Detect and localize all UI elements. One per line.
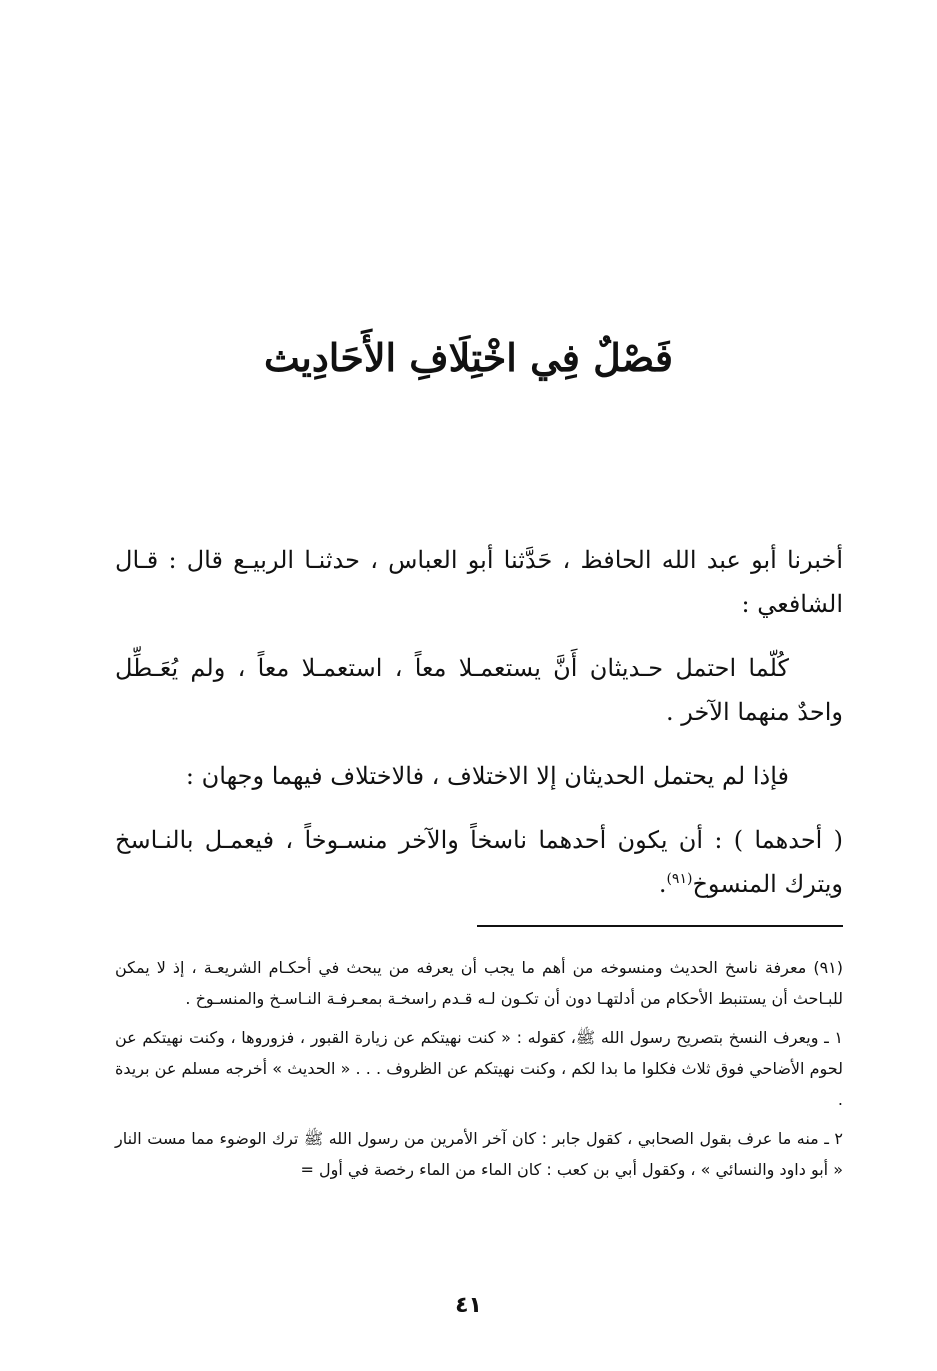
paragraph-first-aspect bbox=[115, 818, 843, 906]
footnotes-section bbox=[115, 952, 843, 1193]
chapter-title: فَصْلٌ فِي اخْتِلَافِ الأَحَادِيث bbox=[263, 335, 674, 380]
footnote-point-1: ١ ـ ويعرف النسخ بتصريح رسول الله ﷺ، كقوله : « كنت نهيتكم عن زيارة القبور ، فزوروها ، وكنت نهيتكم عن لحوم الأضاحي فوق ثلاث فكلوا ما بدا لكم ، وكنت نهيتكم عن الظروف . . . « الحديث » أخرجه مسلم عن بريدة . bbox=[115, 1028, 843, 1109]
paragraph-end-mark: . bbox=[658, 870, 667, 898]
main-text bbox=[115, 538, 843, 926]
first-aspect-text: ( أحدهما ) : أن يكون أحدهما ناسخاً والآخر منسـوخاً ، فيعمـل بالنـاسخ ويترك المنسوخ bbox=[115, 826, 843, 898]
footnote-91: (٩١) معرفة ناسخ الحديث ومنسوخه من أهم ما يجب أن يعرفه من يبحث في أحكـام الشريعـة ، إذ لا يمكن للبـاحث أن يستنبط الأحكام من أدلتهـا دون أن تكـون لـه قـدم راسخـة بمعـرفـة النـاسـخ والمنسـوخ . bbox=[115, 958, 843, 1008]
paragraph-conflict: فإذا لم يحتمل الحديثان إلا الاختلاف ، فالاختلاف فيهما وجهان : bbox=[185, 762, 789, 790]
page-number: ٤١ bbox=[455, 1293, 482, 1318]
paragraph-rule: كُلّما احتمل حـديثان أَنَّ يستعمـلا معاً ، استعمـلا معاً ، ولم يُعَـطِّل واحدٌ منهما الآخر . bbox=[115, 654, 843, 726]
footnote-divider bbox=[477, 925, 843, 927]
paragraph-isnad: أخبرنا أبو عبد الله الحافظ ، حَدَّثنا أبو العباس ، حدثنـا الربيـع قال : قـال الشافعي : bbox=[115, 546, 843, 618]
footnote-point-2: ٢ ـ منه ما عرف بقول الصحابي ، كقول جابر : كان آخر الأمرين من رسول الله ﷺ ترك الوضوء مما مست النار « أبو داود والنسائي » ، وكقول أبي بن كعب : كان الماء من الماء رخصة في أول = bbox=[115, 1129, 843, 1179]
footnote-reference[interactable]: (٩١) bbox=[666, 871, 693, 887]
